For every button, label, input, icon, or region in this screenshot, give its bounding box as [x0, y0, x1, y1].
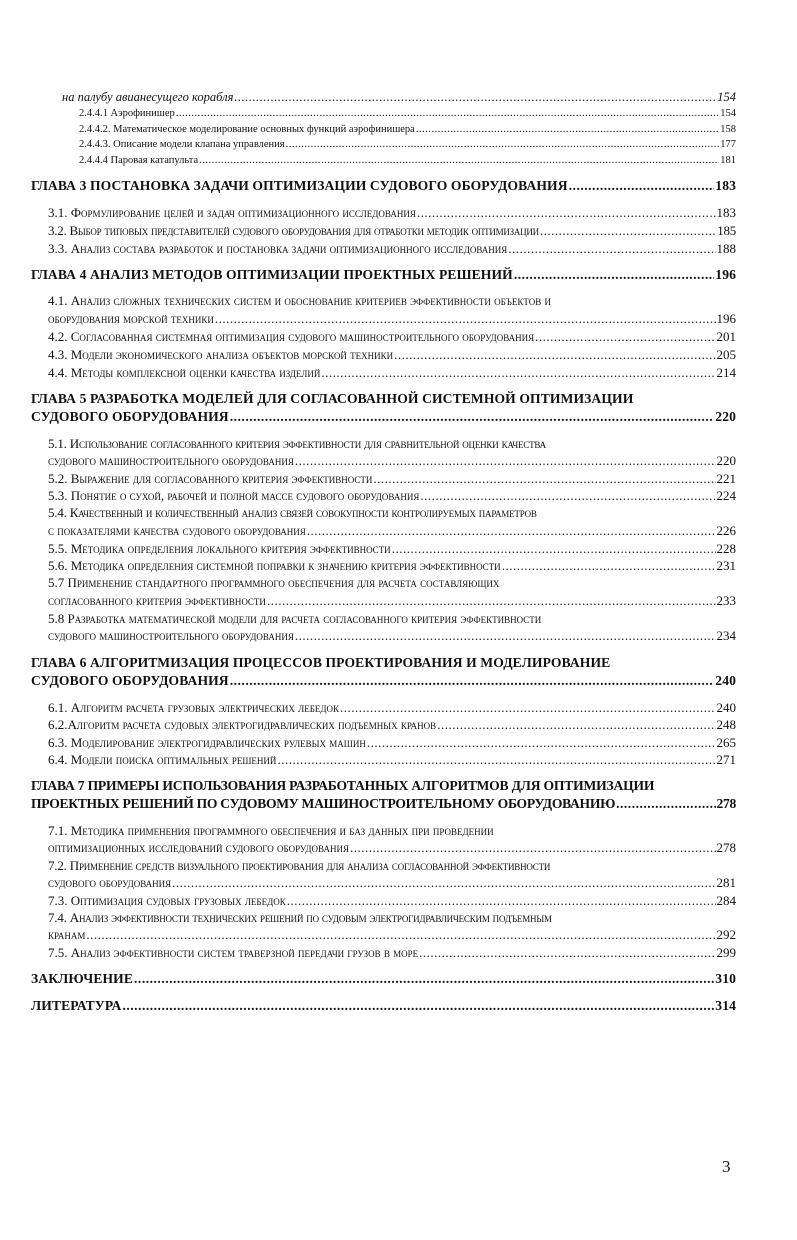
toc-entry-title: 4.4. Методы комплексной оценки качества изделий — [48, 365, 321, 380]
toc-chapter-7[interactable] — [31, 796, 736, 812]
toc-entry[interactable] — [48, 875, 736, 891]
dot-leader — [350, 840, 716, 856]
dot-leader — [420, 488, 715, 504]
dot-leader — [340, 700, 715, 716]
toc-entry-page: 231 — [716, 558, 736, 573]
toc-chapter-title: ГЛАВА 3 ПОСТАНОВКА ЗАДАЧИ ОПТИМИЗАЦИИ СУДОВОГО ОБОРУДОВАНИЯ — [31, 178, 568, 193]
dot-leader — [540, 223, 716, 239]
toc-entry[interactable] — [48, 205, 736, 221]
toc-entry-page: 188 — [716, 241, 736, 256]
toc-entry-title: 5.2. Выражение для согласованного критерия эффективности — [48, 471, 373, 486]
toc-entry-title: 5.6. Методика определения системной поправки к значению критерия эффективности — [48, 558, 501, 573]
dot-leader — [508, 241, 715, 257]
toc-entry-page: 154 — [720, 108, 736, 119]
dot-leader — [176, 108, 720, 119]
toc-entry-title: 3.1. Формулирование целей и задач оптимизационного исследования — [48, 205, 416, 220]
dot-leader — [215, 311, 716, 327]
toc-entry[interactable] — [48, 523, 736, 539]
dot-leader — [295, 453, 716, 469]
toc-chapter-line: ГЛАВА 6 АЛГОРИТМИЗАЦИЯ ПРОЦЕССОВ ПРОЕКТИРОВАНИЯ И МОДЕЛИРОВАНИЕ — [31, 655, 611, 670]
toc-entry-title: 2.4.4.4 Паровая катапульта — [79, 155, 199, 166]
toc-entry-title: кранам — [48, 927, 86, 942]
toc-entry[interactable] — [48, 593, 736, 609]
toc-literature[interactable] — [31, 998, 736, 1014]
toc-entry[interactable] — [48, 893, 736, 909]
toc-entry[interactable] — [48, 735, 736, 751]
toc-entry-page: 248 — [716, 717, 736, 732]
dot-leader — [267, 593, 716, 609]
toc-chapter-title: ГЛАВА 4 АНАЛИЗ МЕТОДОВ ОПТИМИЗАЦИИ ПРОЕКТНЫХ РЕШЕНИЙ — [31, 267, 513, 282]
toc-chapter-4[interactable] — [31, 267, 736, 283]
toc-entry-page: 226 — [716, 523, 736, 538]
toc-entry[interactable] — [48, 488, 736, 504]
toc-chapter-page: 310 — [715, 971, 736, 986]
toc-chapter-title: СУДОВОГО ОБОРУДОВАНИЯ — [31, 409, 229, 424]
page-number: 3 — [722, 1157, 731, 1176]
toc-entry-title: оборудования морской техники — [48, 311, 214, 326]
toc-entry-title: 2.4.4.2. Математическое моделирование основных функций аэрофинишера — [79, 124, 415, 135]
dot-leader — [569, 178, 715, 194]
toc-entry-page: 278 — [716, 840, 736, 855]
toc-entry-title: оптимизационных исследований судового оборудования — [48, 840, 349, 855]
toc-entry-page: 214 — [716, 365, 736, 380]
toc-entry[interactable] — [48, 471, 736, 487]
toc-entry[interactable] — [79, 139, 736, 150]
dot-leader — [392, 541, 716, 557]
toc-entry-page: 281 — [716, 875, 736, 890]
toc-chapter-line: ГЛАВА 5 РАЗРАБОТКА МОДЕЛЕЙ ДЛЯ СОГЛАСОВАННОЙ СИСТЕМНОЙ ОПТИМИЗАЦИИ — [31, 391, 634, 406]
dot-leader — [122, 998, 714, 1014]
toc-entry[interactable] — [48, 347, 736, 363]
toc-entry[interactable] — [48, 558, 736, 574]
toc-chapter-title: СУДОВОГО ОБОРУДОВАНИЯ — [31, 673, 229, 688]
toc-entry-title: на палубу авианесущего корабля — [62, 90, 234, 104]
dot-leader — [277, 752, 715, 768]
dot-leader — [419, 945, 715, 961]
toc-entry-page: 185 — [717, 223, 736, 238]
dot-leader — [417, 205, 716, 221]
toc-entry-title: 5.5. Методика определения локального критерия эффективности — [48, 541, 391, 556]
toc-entry[interactable] — [48, 453, 736, 469]
dot-leader — [394, 347, 715, 363]
toc-entry-page: 154 — [717, 90, 736, 104]
toc-entry-line: 7.4. Анализ эффективности технических решений по судовым электрогидравлическим подъемным — [48, 910, 552, 925]
toc-entry-title: судового машиностроительного оборудования — [48, 628, 294, 643]
toc-entry[interactable] — [48, 945, 736, 961]
dot-leader — [86, 927, 715, 943]
toc-entry[interactable] — [48, 241, 736, 257]
toc-chapter-page: 278 — [716, 796, 736, 811]
toc-entry-title: 6.1. Алгоритм расчета грузовых электрических лебедок — [48, 700, 340, 715]
toc-entry[interactable] — [48, 927, 736, 943]
toc-entry-title: 7.3. Оптимизация судовых грузовых лебедок — [48, 893, 286, 908]
toc-chapter-page: 196 — [715, 267, 736, 282]
dot-leader — [287, 893, 716, 909]
toc-entry-title: 4.2. Согласованная системная оптимизация судового машиностроительного оборудования — [48, 329, 535, 344]
toc-chapter-page: 220 — [715, 409, 736, 424]
toc-entry[interactable] — [48, 329, 736, 345]
toc-entry[interactable] — [48, 541, 736, 557]
toc-entry[interactable] — [79, 108, 736, 119]
toc-entry-line: 7.1. Методика применения программного обеспечения и баз данных при проведении — [48, 823, 494, 838]
toc-entry[interactable] — [48, 311, 736, 327]
dot-leader — [616, 796, 715, 812]
toc-entry-line: 4.1. Анализ сложных технических систем и обоснование критериев эффективности объектов и — [48, 293, 551, 308]
toc-entry[interactable] — [48, 752, 736, 768]
dot-leader — [373, 471, 715, 487]
toc-entry[interactable] — [48, 840, 736, 856]
toc-entry-page: 234 — [716, 628, 736, 643]
dot-leader — [134, 971, 714, 987]
toc-chapter-6[interactable] — [31, 673, 736, 689]
toc-entry-page: 220 — [716, 453, 736, 468]
toc-entry-line: 5.4. Качественный и количественный анализ связей совокупности контролируемых параметров — [48, 505, 537, 520]
toc-chapter-5[interactable] — [31, 409, 736, 425]
dot-leader — [416, 124, 719, 135]
toc-entry-title: 3.2. Выбор типовых представителей судового оборудования для отработки методик оптимизации — [48, 223, 539, 238]
toc-entry-page: 221 — [716, 471, 736, 486]
toc-entry-page: 224 — [716, 488, 736, 503]
toc-entry[interactable] — [48, 700, 736, 716]
toc-entry-page: 265 — [716, 735, 736, 750]
toc-entry-line: 7.2. Применение средств визуального проектирования для анализа согласованной эффективности — [48, 858, 551, 873]
toc-entry-page: 196 — [716, 311, 736, 326]
dot-leader — [437, 717, 715, 733]
toc-entry-title: 6.3. Моделирование электрогидравлических рулевых машин — [48, 735, 366, 750]
toc-entry-title: 4.3. Модели экономического анализа объектов морской техники — [48, 347, 394, 362]
toc-chapter-title: ЛИТЕРАТУРА — [31, 998, 122, 1013]
toc-entry-page: 228 — [716, 541, 736, 556]
toc-entry-title: 6.4. Модели поиска оптимальных решений — [48, 752, 277, 767]
toc-chapter-3[interactable] — [31, 178, 736, 194]
toc-entry-title: судового оборудования — [48, 875, 172, 890]
toc-entry-line: 5.7 Применение стандартного программного обеспечения для расчета составляющих — [48, 575, 500, 590]
toc-entry-page: 181 — [720, 155, 736, 166]
toc-entry-title: 7.5. Анализ эффективности систем траверзной передачи грузов в море — [48, 945, 419, 960]
toc-entry-title: 6.2.Алгоритм расчета судовых электрогидравлических подъемных кранов — [48, 717, 437, 732]
dot-leader — [234, 90, 716, 105]
toc-chapter-title: ЗАКЛЮЧЕНИЕ — [31, 971, 134, 986]
toc-entry[interactable] — [48, 223, 736, 239]
toc-entry-page: 233 — [716, 593, 736, 608]
toc-entry[interactable] — [48, 628, 736, 644]
dot-leader — [502, 558, 716, 574]
toc-entry[interactable] — [48, 365, 736, 381]
toc-entry-page: 201 — [716, 329, 736, 344]
toc-entry-title: согласованного критерия эффективности — [48, 593, 266, 608]
toc-chapter-page: 314 — [715, 998, 736, 1013]
toc-entry-title: судового машиностроительного оборудования — [48, 453, 294, 468]
dot-leader — [199, 155, 719, 166]
toc-chapter-title: ПРОЕКТНЫХ РЕШЕНИЙ ПО СУДОВОМУ МАШИНОСТРОИТЕЛЬНОМУ ОБОРУДОВАНИЮ — [31, 796, 616, 811]
dot-leader — [535, 329, 715, 345]
dot-leader — [321, 365, 715, 381]
toc-entry-page: 292 — [716, 927, 736, 942]
toc-entry[interactable] — [79, 155, 736, 166]
dot-leader — [230, 673, 715, 689]
dot-leader — [295, 628, 716, 644]
dot-leader — [286, 139, 720, 150]
toc-entry-page: 177 — [720, 139, 736, 150]
toc-entry-title: с показателями качества судового оборудования — [48, 523, 306, 538]
dot-leader — [367, 735, 716, 751]
toc-conclusion[interactable] — [31, 971, 736, 987]
toc-entry[interactable] — [62, 90, 736, 105]
toc-entry[interactable] — [48, 717, 736, 733]
toc-entry-page: 158 — [720, 124, 736, 135]
dot-leader — [514, 267, 714, 283]
toc-entry-page: 271 — [716, 752, 736, 767]
dot-leader — [230, 409, 715, 425]
toc-entry-title: 3.3. Анализ состава разработок и постановка задачи оптимизационного исследования — [48, 241, 508, 256]
dot-leader — [307, 523, 716, 539]
toc-entry-page: 240 — [716, 700, 736, 715]
toc-chapter-page: 183 — [715, 178, 736, 193]
toc-entry-line: 5.8 Разработка математической модели для расчета согласованного критерия эффективности — [48, 611, 542, 626]
toc-chapter-page: 240 — [715, 673, 736, 688]
toc-entry-line: 5.1. Использование согласованного критерия эффективности для сравнительной оценки качества — [48, 436, 546, 451]
toc-entry-title: 2.4.4.3. Описание модели клапана управления — [79, 139, 285, 150]
dot-leader — [172, 875, 715, 891]
toc-entry-page: 183 — [716, 205, 736, 220]
toc-entry-page: 284 — [716, 893, 736, 908]
toc-entry[interactable] — [79, 124, 736, 135]
toc-entry-title: 2.4.4.1 Аэрофинишер — [79, 108, 175, 119]
toc-entry-page: 205 — [716, 347, 736, 362]
toc-entry-page: 299 — [716, 945, 736, 960]
toc-entry-title: 5.3. Понятие о сухой, рабочей и полной массе судового оборудования — [48, 488, 420, 503]
toc-chapter-line: ГЛАВА 7 ПРИМЕРЫ ИСПОЛЬЗОВАНИЯ РАЗРАБОТАННЫХ АЛГОРИТМОВ ДЛЯ ОПТИМИЗАЦИИ — [31, 778, 655, 793]
